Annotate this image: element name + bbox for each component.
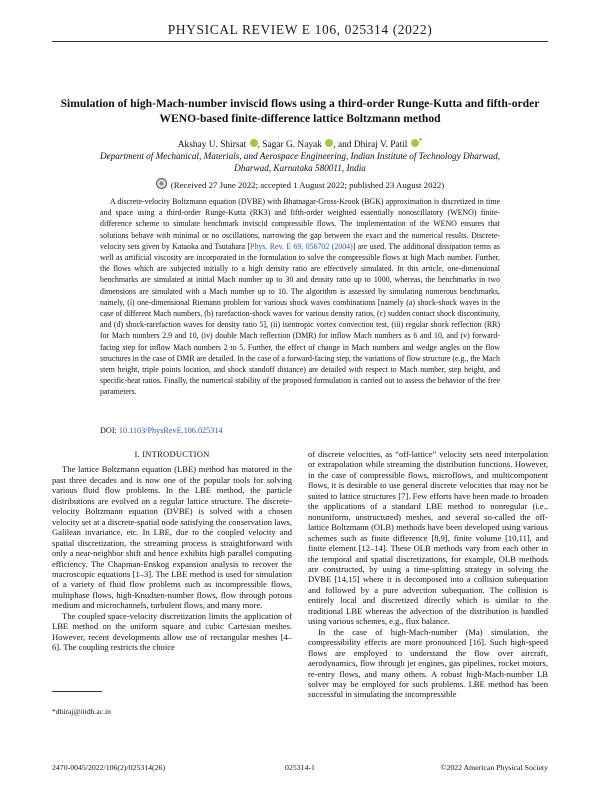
abstract-text: A discrete-velocity Boltzmann equation (DVBE) with Bhatnagar-Gross-Krook (BGK) approximation is discretized in time and space using a third-order Runge-Kutta (RK3) and fifth-order weighted essentially nonoscillatory (WENO) finite-difference scheme to simulate benchmark inviscid compressible flows. The implementation of the WENO ensures that solutions behave with minimal or no oscillations, narrowing the gap between the exact and the numerical results. Discrete-velocity sets given by Kataoka and Tsutahara [	[100, 197, 500, 251]
received-text: (Received 27 June 2022; accepted 1 August 2022; published 23 August 2022)	[170, 180, 445, 190]
paper-title: Simulation of high-Mach-number inviscid flows using a third-order Runge-Kutta and fifth-order WENO-based finite-difference lattice Boltzmann method	[60, 97, 540, 125]
author-name: Dhiraj V. Patil	[353, 140, 408, 151]
author-name: Sagar G. Nayak	[262, 140, 322, 151]
author-name: Akshay U. Shirsat	[177, 140, 247, 151]
footer-issn: 2470-0045/2022/106(2)/025314(26)	[52, 763, 166, 772]
section-heading: I. INTRODUCTION	[134, 449, 210, 459]
footnote-rule	[52, 691, 102, 692]
doi-line	[100, 426, 223, 435]
orcid-icon[interactable]	[250, 139, 258, 147]
orcid-icon[interactable]	[411, 139, 419, 147]
author-separator: ,	[257, 140, 263, 151]
header-rule	[52, 41, 548, 42]
check-for-updates-icon[interactable]	[156, 178, 167, 189]
paragraph: In the case of high-Mach-number (Ma) simulation, the compressibility effects are more pronounced [16]. Such high-speed flows are employed to understand the flow over aircraft, aerodynamics, flow through jet engines, gas pipelines, rocket motors, re-entry flows, and many others. A robust high-Mach-number LB solver may be employed for such problems. LBE method has been successful in simulating the incompressible	[308, 626, 548, 700]
author-list	[52, 137, 548, 150]
abstract	[100, 196, 500, 398]
affiliation: Department of Mechanical, Materials, and Aerospace Engineering, Indian Institute of Technology Dharwad, Dharwad, Karnataka 580011, India	[99, 151, 501, 173]
right-column	[308, 449, 548, 700]
paragraph: The lattice Boltzmann equation (LBE) method has matured in the past three decades and is now one of the popular tools for solving various fluid flow problems. In the LBE method, the particle distributions are evolved on a regular lattice structure. The discrete-velocity Boltzmann equation (DVBE) is solved with a chosen velocity set at a discrete-spatial node satisfying the conservation laws, Galilean invariance, etc. In LBE, due to the coupled velocity and spatial discretization, the streaming process is straightforward with only a near-neighbor shift and hence exhibits high parallel computing efficiency. The Chapman-Enskog expansion analysis to recover the macroscopic equations [1–3]. The LBE method is used for simulation of a variety of fluid flow problems such as incompressible flows, multiphase flows, high-Knudsen-number flows, flow through porous medium and microchannels, turbulent flows, and many more.	[52, 464, 292, 611]
doi-label: DOI:	[100, 426, 119, 435]
corresponding-mark: *	[418, 137, 423, 145]
paragraph: of discrete velocities, as “off-lattice” velocity sets need interpolation or extrapolation while streaming the distribution functions. However, in the case of compressible flows, microflows, and multicomponent flows, it is desirable to use general discrete velocities that may not be suited to lattice structures [7]. Few efforts have been made to broaden the applications of a standard LBE method to nonregular (i.e., nonuniform, unstructured) meshes, and several so-called the off-lattice Boltzmann (OLB) methods have been developed using various schemes such as finite difference [8,9], finite volume [10,11], and finite element [12–14]. These OLB methods vary from each other in the temporal and spatial discretizations, for example, OLB methods are constructed, by using a time-splitting strategy in solving the DVBE [14,15] where it is decomposed into a collision subequation and followed by a pure advection subequation. The collision is entirely local and discretized directly which is similar to the traditional LBE whereas the advection of the distribution is handled using various schemes, e.g., flux balance.	[308, 449, 548, 627]
author-separator: , and	[333, 140, 354, 151]
received-dates	[52, 178, 548, 190]
reference-link[interactable]: Phys. Rev. E 69, 056702 (2004)	[250, 241, 353, 251]
left-column	[52, 449, 292, 653]
abstract-text: ] are used. The additional dissipation terms as well as artificial viscosity are incorporated in the formulation to solve the compressible flows at high Mach number. Further, the flows which are subjected initially to a high density ratio are effectively simulated. In this article, one-dimensional benchmarks are simulated at initial Mach number up to 30 and density ratio up to 1000, whereas, the benchmarks in two dimensions are simulated with a Mach number up to 10. The algorithm is assessed by simulating numerous benchmarks, namely, (i) one-dimensional Riemann problem for various shock waves combinations [namely (a) shock-shock waves in the case of different Mach numbers, (b) rarefaction-shock waves for various density ratios, (c) sudden contact shock discontinuity, and (d) shock-rarefaction waves for density ratio 5], (ii) isentropic vortex convection test, (iii) regular shock reflection (RR) for Mach numbers 2.9 and 10, (iv) double Mach reflection (DMR) for inflow Mach numbers as 6 and 10, and (v) forward-facing step for inflow Mach numbers 2 to 5. Further, the effect of change in Mach numbers and wedge angles on the flow structures in the case of DMR are detailed. In the case of a forward-facing step, the variations of flow structure (e.g., the Mach stem height, triple points location, and shock standoff distance) are detailed with respect to Mach number, step height, and specific-heat ratios. Finally, the numerical stability of the proposed formulation is carried out to assess the behavior of the free parameters.	[100, 241, 500, 397]
footer-copyright: ©2022 American Physical Society	[440, 763, 548, 772]
doi-link[interactable]: 10.1103/PhysRevE.106.025314	[118, 426, 223, 435]
footnote-email[interactable]: *dhiraj@iitdh.ac.in	[52, 707, 111, 716]
paragraph: The coupled space-velocity discretization limits the application of LBE method on the uniform square and cubic Cartesian meshes. However, recent developments allow use of rectangular meshes [4–6]. The coupling restricts the choice	[52, 610, 292, 653]
journal-header: PHYSICAL REVIEW E 106, 025314 (2022)	[167, 22, 433, 37]
footer-page-number: 025314-1	[285, 763, 315, 772]
